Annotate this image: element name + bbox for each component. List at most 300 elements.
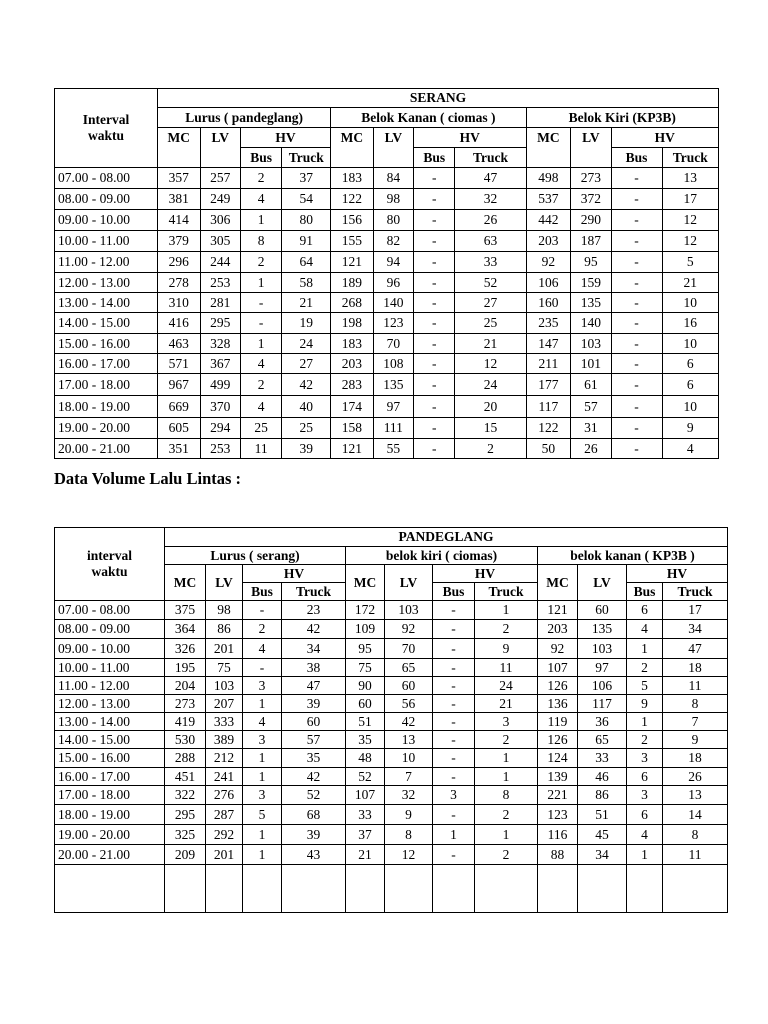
time-interval-cell: 10.00 - 11.00 [55, 659, 165, 677]
value-cell: 21 [346, 845, 385, 865]
table-row [55, 374, 719, 396]
value-cell: - [414, 418, 455, 439]
value-cell: 203 [331, 354, 373, 374]
truck-header: Truck [662, 148, 718, 168]
value-cell: 6 [662, 354, 718, 374]
value-cell: 24 [282, 334, 331, 354]
value-cell: - [433, 749, 475, 768]
value-cell: 189 [331, 273, 373, 293]
value-cell: 60 [346, 695, 385, 713]
value-cell: 177 [526, 374, 571, 396]
value-cell: 1 [243, 695, 282, 713]
value-cell: 6 [627, 805, 663, 825]
mc-header: MC [165, 565, 206, 601]
empty-cell [578, 865, 627, 913]
table-row [55, 439, 719, 459]
value-cell: 1 [243, 825, 282, 845]
value-cell: 379 [158, 231, 200, 252]
value-cell: 124 [538, 749, 578, 768]
value-cell: 12 [385, 845, 433, 865]
value-cell: 101 [571, 354, 611, 374]
value-cell: - [414, 168, 455, 189]
table-row [55, 620, 728, 639]
mc-header: MC [346, 565, 385, 601]
value-cell: 126 [538, 731, 578, 749]
value-cell: 84 [373, 168, 413, 189]
time-interval-cell: 19.00 - 20.00 [55, 418, 158, 439]
value-cell: 103 [571, 334, 611, 354]
value-cell: - [611, 396, 662, 418]
value-cell: 389 [206, 731, 243, 749]
value-cell: 21 [475, 695, 538, 713]
value-cell: 36 [578, 713, 627, 731]
value-cell: 43 [282, 845, 346, 865]
value-cell: 7 [663, 713, 728, 731]
value-cell: - [414, 231, 455, 252]
table-row [55, 189, 719, 210]
lv-header: LV [571, 128, 611, 168]
value-cell: 278 [158, 273, 200, 293]
value-cell: 253 [200, 439, 240, 459]
value-cell: 295 [165, 805, 206, 825]
table-title: PANDEGLANG [165, 528, 728, 547]
value-cell: 201 [206, 845, 243, 865]
table-row [55, 825, 728, 845]
hv-header: HV [240, 128, 330, 148]
value-cell: 64 [282, 252, 331, 273]
value-cell: 1 [243, 845, 282, 865]
value-cell: 306 [200, 210, 240, 231]
value-cell: 3 [433, 786, 475, 805]
value-cell: 121 [331, 439, 373, 459]
value-cell: 1 [627, 639, 663, 659]
value-cell: - [433, 805, 475, 825]
value-cell: 92 [526, 252, 571, 273]
value-cell: 8 [663, 825, 728, 845]
value-cell: 39 [282, 695, 346, 713]
value-cell: 35 [282, 749, 346, 768]
value-cell: - [611, 439, 662, 459]
table-row [55, 845, 728, 865]
value-cell: 253 [200, 273, 240, 293]
value-cell: - [611, 374, 662, 396]
caption: Data Volume Lalu Lintas : [54, 469, 242, 488]
value-cell: 60 [282, 713, 346, 731]
value-cell: 95 [346, 639, 385, 659]
value-cell: 103 [578, 639, 627, 659]
value-cell: 54 [282, 189, 331, 210]
table-row [55, 334, 719, 354]
value-cell: 4 [662, 439, 718, 459]
value-cell: 106 [526, 273, 571, 293]
value-cell: 1 [240, 210, 281, 231]
value-cell: 967 [158, 374, 200, 396]
empty-cell [282, 865, 346, 913]
value-cell: 65 [578, 731, 627, 749]
time-interval-cell: 19.00 - 20.00 [55, 825, 165, 845]
value-cell: 27 [282, 354, 331, 374]
hv-header: HV [433, 565, 538, 583]
value-cell: 52 [282, 786, 346, 805]
value-cell: 31 [571, 418, 611, 439]
lv-header: LV [385, 565, 433, 601]
value-cell: 94 [373, 252, 413, 273]
value-cell: - [611, 313, 662, 334]
value-cell: 35 [346, 731, 385, 749]
value-cell: - [611, 210, 662, 231]
value-cell: 11 [663, 845, 728, 865]
value-cell: 159 [571, 273, 611, 293]
value-cell: 80 [373, 210, 413, 231]
value-cell: - [433, 713, 475, 731]
empty-cell [243, 865, 282, 913]
table-row [55, 713, 728, 731]
value-cell: 10 [662, 334, 718, 354]
value-cell: 5 [627, 677, 663, 695]
value-cell: 370 [200, 396, 240, 418]
value-cell: 209 [165, 845, 206, 865]
value-cell: 13 [662, 168, 718, 189]
value-cell: 155 [331, 231, 373, 252]
value-cell: 70 [385, 639, 433, 659]
value-cell: 241 [206, 768, 243, 786]
group-header: belok kiri ( ciomas) [346, 547, 538, 565]
value-cell: 123 [538, 805, 578, 825]
value-cell: 14 [663, 805, 728, 825]
empty-cell [206, 865, 243, 913]
value-cell: 244 [200, 252, 240, 273]
empty-cell [385, 865, 433, 913]
value-cell: - [611, 418, 662, 439]
time-interval-cell: 09.00 - 10.00 [55, 210, 158, 231]
bus-header: Bus [414, 148, 455, 168]
value-cell: 103 [385, 601, 433, 620]
value-cell: 4 [627, 620, 663, 639]
value-cell: 5 [662, 252, 718, 273]
table-row [55, 273, 719, 293]
value-cell: - [433, 620, 475, 639]
table-row [55, 168, 719, 189]
time-interval-cell: 11.00 - 12.00 [55, 252, 158, 273]
value-cell: 195 [165, 659, 206, 677]
value-cell: 51 [578, 805, 627, 825]
value-cell: 8 [240, 231, 281, 252]
value-cell: 442 [526, 210, 571, 231]
time-interval-cell: 18.00 - 19.00 [55, 805, 165, 825]
value-cell: 25 [282, 418, 331, 439]
value-cell: - [240, 293, 281, 313]
value-cell: 257 [200, 168, 240, 189]
value-cell: 135 [373, 374, 413, 396]
value-cell: 18 [663, 659, 728, 677]
time-interval-cell: 16.00 - 17.00 [55, 354, 158, 374]
time-interval-cell: 11.00 - 12.00 [55, 677, 165, 695]
value-cell: - [611, 273, 662, 293]
value-cell: - [611, 293, 662, 313]
value-cell: 3 [243, 677, 282, 695]
value-cell: 172 [346, 601, 385, 620]
value-cell: 32 [385, 786, 433, 805]
table-row [55, 695, 728, 713]
value-cell: 499 [200, 374, 240, 396]
value-cell: 42 [282, 620, 346, 639]
value-cell: 86 [206, 620, 243, 639]
value-cell: 68 [282, 805, 346, 825]
value-cell: 1 [475, 825, 538, 845]
value-cell: 92 [385, 620, 433, 639]
value-cell: 140 [571, 313, 611, 334]
bus-header: Bus [243, 583, 282, 601]
table-title: SERANG [158, 89, 719, 108]
value-cell: 211 [526, 354, 571, 374]
value-cell: 198 [331, 313, 373, 334]
value-cell: 57 [571, 396, 611, 418]
value-cell: 122 [331, 189, 373, 210]
value-cell: - [414, 439, 455, 459]
value-cell: 367 [200, 354, 240, 374]
value-cell: 98 [206, 601, 243, 620]
value-cell: 203 [526, 231, 571, 252]
time-interval-cell: 18.00 - 19.00 [55, 396, 158, 418]
value-cell: 13 [663, 786, 728, 805]
value-cell: 52 [346, 768, 385, 786]
value-cell: 605 [158, 418, 200, 439]
value-cell: 34 [282, 639, 346, 659]
table-row [55, 252, 719, 273]
value-cell: 55 [373, 439, 413, 459]
empty-cell [475, 865, 538, 913]
value-cell: 283 [331, 374, 373, 396]
table-row [55, 659, 728, 677]
pandeglang-table-body [55, 601, 728, 913]
value-cell: 40 [282, 396, 331, 418]
value-cell: - [240, 313, 281, 334]
value-cell: 12 [455, 354, 526, 374]
value-cell: 1 [433, 825, 475, 845]
value-cell: 56 [385, 695, 433, 713]
table-row [55, 768, 728, 786]
value-cell: 2 [243, 620, 282, 639]
truck-header: Truck [282, 148, 331, 168]
value-cell: 8 [475, 786, 538, 805]
value-cell: 109 [346, 620, 385, 639]
value-cell: 183 [331, 168, 373, 189]
value-cell: 4 [240, 396, 281, 418]
value-cell: 1 [243, 749, 282, 768]
time-interval-cell: 13.00 - 14.00 [55, 713, 165, 731]
mc-header: MC [538, 565, 578, 601]
value-cell: - [611, 231, 662, 252]
value-cell: 463 [158, 334, 200, 354]
value-cell: 121 [538, 601, 578, 620]
value-cell: - [433, 845, 475, 865]
value-cell: 26 [571, 439, 611, 459]
time-interval-cell: 12.00 - 13.00 [55, 695, 165, 713]
value-cell: 5 [243, 805, 282, 825]
value-cell: 17 [663, 601, 728, 620]
value-cell: 1 [475, 768, 538, 786]
value-cell: 21 [282, 293, 331, 313]
value-cell: 37 [346, 825, 385, 845]
value-cell: 48 [346, 749, 385, 768]
interval-header-label: interval waktu [87, 547, 132, 579]
value-cell: - [433, 768, 475, 786]
value-cell: 97 [373, 396, 413, 418]
value-cell: 375 [165, 601, 206, 620]
value-cell: 156 [331, 210, 373, 231]
value-cell: 328 [200, 334, 240, 354]
bus-header: Bus [240, 148, 281, 168]
hv-header: HV [627, 565, 728, 583]
pandeglang-table [54, 527, 728, 913]
time-interval-cell: 17.00 - 18.00 [55, 786, 165, 805]
value-cell: 273 [165, 695, 206, 713]
value-cell: 60 [385, 677, 433, 695]
value-cell: 116 [538, 825, 578, 845]
value-cell: 34 [663, 620, 728, 639]
value-cell: 8 [663, 695, 728, 713]
value-cell: 207 [206, 695, 243, 713]
value-cell: 38 [282, 659, 346, 677]
time-interval-cell: 08.00 - 09.00 [55, 620, 165, 639]
value-cell: 249 [200, 189, 240, 210]
value-cell: 419 [165, 713, 206, 731]
value-cell: 530 [165, 731, 206, 749]
value-cell: 6 [627, 601, 663, 620]
value-cell: 212 [206, 749, 243, 768]
value-cell: 537 [526, 189, 571, 210]
value-cell: 70 [373, 334, 413, 354]
value-cell: 57 [282, 731, 346, 749]
value-cell: 25 [455, 313, 526, 334]
lv-header: LV [206, 565, 243, 601]
time-interval-cell: 07.00 - 08.00 [55, 168, 158, 189]
value-cell: 2 [455, 439, 526, 459]
value-cell: 107 [538, 659, 578, 677]
hv-header: HV [414, 128, 527, 148]
lv-header: LV [373, 128, 413, 168]
lv-header: LV [578, 565, 627, 601]
time-interval-cell: 10.00 - 11.00 [55, 231, 158, 252]
value-cell: 60 [578, 601, 627, 620]
value-cell: 33 [455, 252, 526, 273]
value-cell: 357 [158, 168, 200, 189]
value-cell: 416 [158, 313, 200, 334]
table-row [55, 313, 719, 334]
value-cell: 451 [165, 768, 206, 786]
value-cell: - [433, 731, 475, 749]
value-cell: 17 [662, 189, 718, 210]
value-cell: 37 [282, 168, 331, 189]
empty-cell [627, 865, 663, 913]
table-row [55, 601, 728, 620]
value-cell: 45 [578, 825, 627, 845]
mc-header: MC [331, 128, 373, 168]
table-row [55, 231, 719, 252]
value-cell: - [611, 189, 662, 210]
value-cell: 126 [538, 677, 578, 695]
value-cell: 4 [240, 354, 281, 374]
time-interval-cell: 14.00 - 15.00 [55, 731, 165, 749]
value-cell: - [414, 273, 455, 293]
value-cell: 333 [206, 713, 243, 731]
empty-cell [55, 865, 165, 913]
mc-header: MC [158, 128, 200, 168]
value-cell: - [433, 659, 475, 677]
value-cell: 4 [243, 713, 282, 731]
value-cell: - [414, 293, 455, 313]
time-interval-cell: 12.00 - 13.00 [55, 273, 158, 293]
value-cell: 9 [627, 695, 663, 713]
time-interval-cell: 15.00 - 16.00 [55, 749, 165, 768]
value-cell: 92 [538, 639, 578, 659]
bus-header: Bus [611, 148, 662, 168]
value-cell: 9 [475, 639, 538, 659]
value-cell: 3 [627, 786, 663, 805]
value-cell: 122 [526, 418, 571, 439]
value-cell: 98 [373, 189, 413, 210]
value-cell: 158 [331, 418, 373, 439]
value-cell: - [414, 313, 455, 334]
hv-header: HV [611, 128, 718, 148]
value-cell: 1 [627, 713, 663, 731]
time-interval-cell: 13.00 - 14.00 [55, 293, 158, 313]
value-cell: 111 [373, 418, 413, 439]
time-interval-cell: 16.00 - 17.00 [55, 768, 165, 786]
value-cell: 103 [206, 677, 243, 695]
value-cell: 3 [243, 731, 282, 749]
value-cell: 1 [240, 334, 281, 354]
value-cell: 414 [158, 210, 200, 231]
value-cell: 288 [165, 749, 206, 768]
empty-cell [663, 865, 728, 913]
value-cell: - [433, 695, 475, 713]
value-cell: - [243, 601, 282, 620]
time-interval-cell: 20.00 - 21.00 [55, 439, 158, 459]
value-cell: - [611, 354, 662, 374]
value-cell: 95 [571, 252, 611, 273]
value-cell: 669 [158, 396, 200, 418]
value-cell: 4 [240, 189, 281, 210]
value-cell: 106 [578, 677, 627, 695]
value-cell: 268 [331, 293, 373, 313]
empty-cell [165, 865, 206, 913]
value-cell: 276 [206, 786, 243, 805]
table-row [55, 418, 719, 439]
value-cell: 51 [346, 713, 385, 731]
value-cell: 117 [578, 695, 627, 713]
value-cell: - [414, 210, 455, 231]
value-cell: 135 [571, 293, 611, 313]
interval-header [55, 89, 158, 168]
serang-table-body [55, 168, 719, 459]
value-cell: 498 [526, 168, 571, 189]
value-cell: 91 [282, 231, 331, 252]
value-cell: - [433, 677, 475, 695]
group-header: Belok Kanan ( ciomas ) [331, 108, 526, 128]
value-cell: 294 [200, 418, 240, 439]
value-cell: 12 [662, 210, 718, 231]
value-cell: 381 [158, 189, 200, 210]
value-cell: 187 [571, 231, 611, 252]
table-row [55, 805, 728, 825]
value-cell: 42 [282, 768, 346, 786]
value-cell: 2 [627, 659, 663, 677]
value-cell: - [414, 354, 455, 374]
truck-header: Truck [475, 583, 538, 601]
empty-cell [346, 865, 385, 913]
value-cell: 39 [282, 825, 346, 845]
